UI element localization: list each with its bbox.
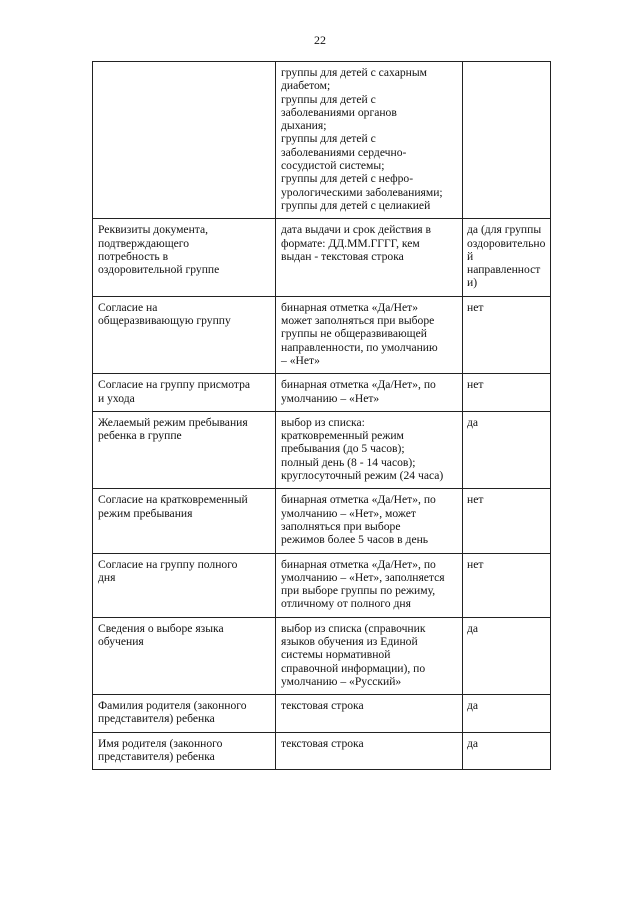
field-name-cell: Согласие на группу полного дня (93, 553, 276, 617)
table-row (93, 617, 551, 694)
field-name-cell: Желаемый режим пребывания ребенка в группе (93, 411, 276, 488)
field-format-cell: бинарная отметка «Да/Нет», по умолчанию – «Нет», может заполняться при выборе режимов более 5 часов в день (276, 489, 463, 553)
required-cell: да (463, 411, 551, 488)
required-cell: да (463, 732, 551, 770)
table-row (93, 411, 551, 488)
table-row (93, 219, 551, 296)
field-format-cell: выбор из списка (справочник языков обучения из Единой системы нормативной справочной информации), по умолчанию – «Русский» (276, 617, 463, 694)
field-format-cell: выбор из списка: кратковременный режим пребывания (до 5 часов); полный день (8 - 14 часов); круглосуточный режим (24 часа) (276, 411, 463, 488)
field-name-cell: Согласие на кратковременный режим пребывания (93, 489, 276, 553)
table-row (93, 374, 551, 412)
field-format-cell: текстовая строка (276, 695, 463, 733)
field-name-cell: Согласие на общеразвивающую группу (93, 296, 276, 373)
required-cell: нет (463, 553, 551, 617)
field-name-cell: Фамилия родителя (законного представителя) ребенка (93, 695, 276, 733)
field-name-cell: Имя родителя (законного представителя) ребенка (93, 732, 276, 770)
field-format-cell: текстовая строка (276, 732, 463, 770)
required-cell (463, 62, 551, 219)
field-name-cell: Реквизиты документа, подтверждающего потребность в оздоровительной группе (93, 219, 276, 296)
table-row (93, 695, 551, 733)
table-row (93, 62, 551, 219)
required-cell: да (463, 617, 551, 694)
field-name-cell: Сведения о выборе языка обучения (93, 617, 276, 694)
field-name-cell (93, 62, 276, 219)
required-cell: нет (463, 489, 551, 553)
table-row (93, 732, 551, 770)
field-format-cell: бинарная отметка «Да/Нет», по умолчанию – «Нет», заполняется при выборе группы по режиму, отличному от полного дня (276, 553, 463, 617)
field-format-cell: дата выдачи и срок действия в формате: ДД.ММ.ГГГГ, кем выдан - текстовая строка (276, 219, 463, 296)
field-format-cell: группы для детей с сахарным диабетом; группы для детей с заболеваниями органов дыхания; группы для детей с заболеваниями сердечно- сосудистой системы; группы для детей с нефро- урологическими заболеваниями; группы для детей с целиакией (276, 62, 463, 219)
required-cell: да (463, 695, 551, 733)
required-cell: нет (463, 374, 551, 412)
field-name-cell: Согласие на группу присмотра и ухода (93, 374, 276, 412)
field-format-cell: бинарная отметка «Да/Нет» может заполняться при выборе группы не общеразвивающей направленности, по умолчанию – «Нет» (276, 296, 463, 373)
required-cell: нет (463, 296, 551, 373)
table-row (93, 296, 551, 373)
page-number: 22 (314, 33, 326, 47)
field-format-cell: бинарная отметка «Да/Нет», по умолчанию – «Нет» (276, 374, 463, 412)
table-row (93, 489, 551, 553)
table-row (93, 553, 551, 617)
required-cell: да (для группы оздоровительной направленности) (463, 219, 551, 296)
requirements-table (92, 61, 551, 770)
